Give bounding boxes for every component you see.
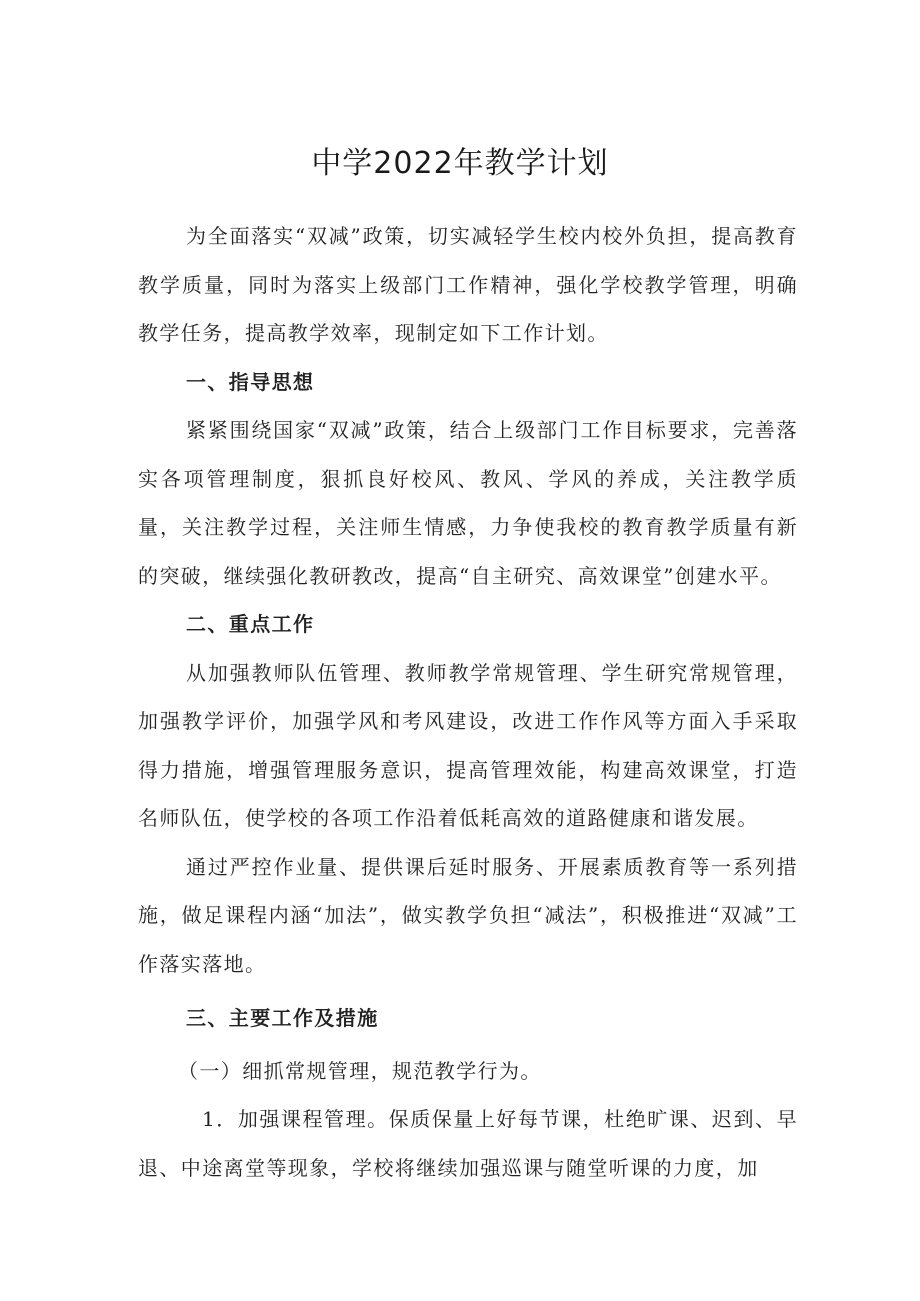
section-heading-guiding-ideology: 一、指导思想 xyxy=(186,369,315,394)
section-heading-key-work: 二、重点工作 xyxy=(186,612,315,636)
key-work-paragraph-2: 通过严控作业量、提供课后延时服务、开展素质教育等一系列措施，做足课程内涵“加法”，做实教学负担“减法”，积极推进“双减”工作落实落地。 xyxy=(138,854,798,976)
document-body xyxy=(138,212,798,1192)
list-item-course-management: 1．加强课程管理。保质保量上好每节课，杜绝旷课、迟到、早退、中途离堂等现象，学校将继续加强巡课与随堂听课的力度，加 xyxy=(138,1107,798,1180)
section-heading-main-measures: 三、主要工作及措施 xyxy=(186,1006,379,1030)
document-title: 中学2022年教学计划 xyxy=(311,146,609,181)
subsection-heading-routine-management: （一）细抓常规管理，规范教学行为。 xyxy=(178,1058,542,1083)
intro-paragraph: 为全面落实“双减”政策，切实减轻学生校内校外负担，提高教育教学质量，同时为落实上级部门工作精神，强化学校教学管理，明确教学任务，提高教学效率，现制定如下工作计划。 xyxy=(138,224,798,345)
guiding-ideology-paragraph: 紧紧围绕国家“双减”政策，结合上级部门工作目标要求，完善落实各项管理制度，狠抓良好校风、教风、学风的养成，关注教学质量，关注教学过程，关注师生情感，力争使我校的教育教学质量有新的突破，继续强化教研教改，提高“自主研究、高效课堂”创建水平。 xyxy=(138,418,798,588)
key-work-paragraph-1: 从加强教师队伍管理、教师教学常规管理、学生研究常规管理，加强教学评价，加强学风和考风建设，改进工作作风等方面入手采取得力措施，增强管理服务意识，提高管理效能，构建高效课堂，打造名师队伍，使学校的各项工作沿着低耗高效的道路健康和谐发展。 xyxy=(138,660,798,830)
